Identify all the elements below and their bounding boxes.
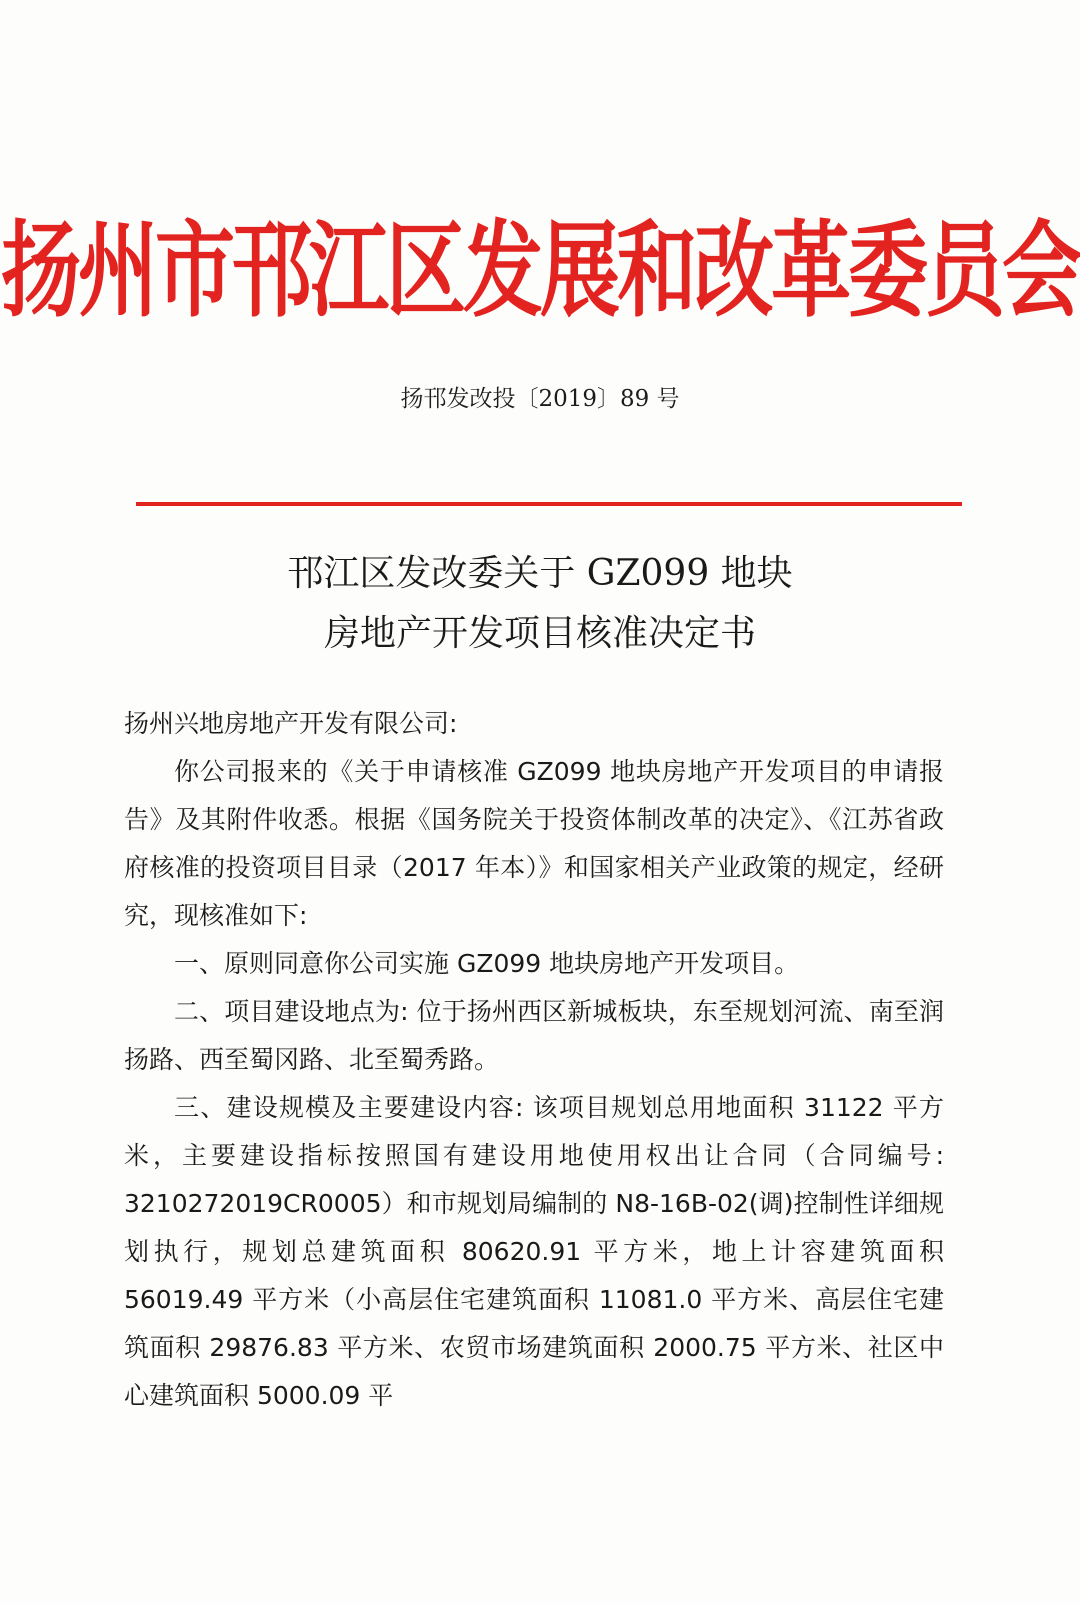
- body-paragraph: 一、原则同意你公司实施 GZ099 地块房地产开发项目。: [174, 949, 800, 978]
- body-paragraph: 二、项目建设地点为: 位于扬州西区新城板块，东至规划河流、南至润扬路、西至蜀冈路、北至蜀秀路。: [124, 997, 944, 1074]
- document-title: [0, 544, 1080, 664]
- document-body: [124, 700, 944, 1420]
- addressee: 扬州兴地房地产开发有限公司:: [124, 709, 458, 738]
- body-paragraph: 你公司报来的《关于申请核准 GZ099 地块房地产开发项目的申请报告》及其附件收悉。根据《国务院关于投资体制改革的决定》、《江苏省政府核准的投资项目目录（2017 年本）》和国家相关产业政策的规定，经研究，现核准如下:: [124, 757, 944, 930]
- title-line-1: 邗江区发改委关于 GZ099 地块: [287, 553, 793, 594]
- issuer-letterhead: 扬州市邗江区发展和改革委员会: [1, 208, 1079, 332]
- letterhead-divider: [136, 502, 962, 506]
- body-paragraph: 三、建设规模及主要建设内容: 该项目规划总用地面积 31122 平方米，主要建设指标按照国有建设用地使用权出让合同（合同编号: 3210272019CR0005）和市规划局编制的 N8-16B-02(调)控制性详细规划执行，规划总建筑面积 80620.91 平方米，地上计容建筑面积 56019.49 平方米（小高层住宅建筑面积 11081.0 平方米、高层住宅建筑面积 29876.83 平方米、农贸市场建筑面积 2000.75 平方米、社区中心建筑面积 5000.09 平: [124, 1093, 944, 1410]
- document-number: 扬邗发改投〔2019〕89 号: [400, 386, 680, 412]
- title-line-2: 房地产开发项目核准决定书: [323, 613, 756, 654]
